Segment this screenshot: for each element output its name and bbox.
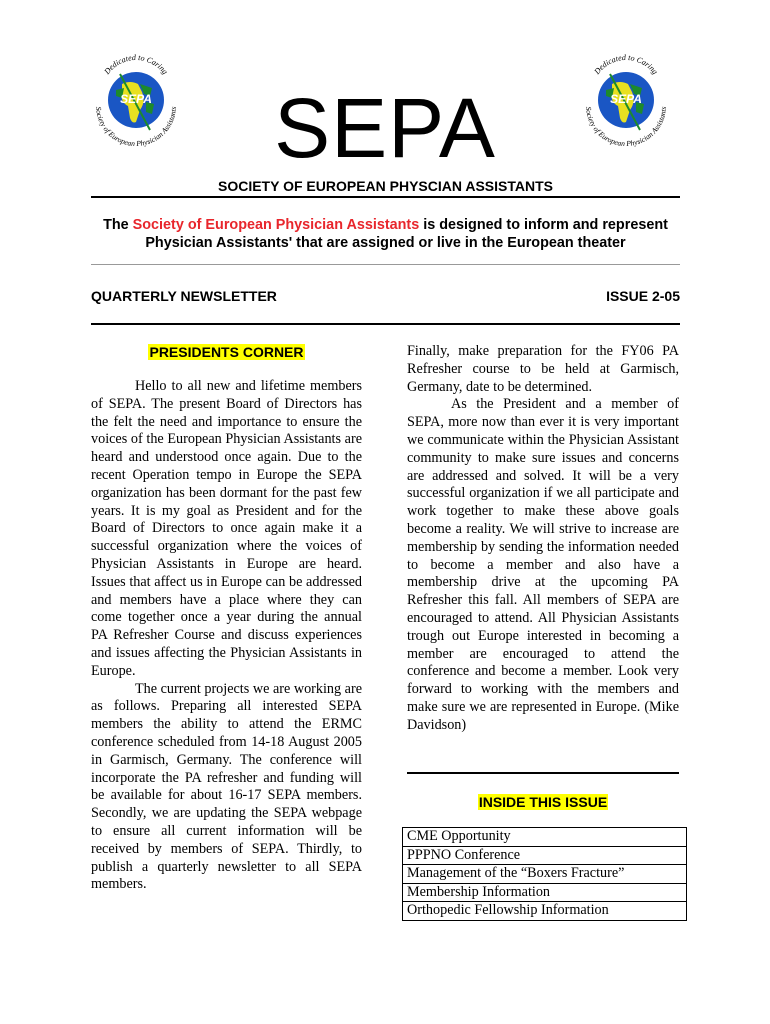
svg-text:SEPA: SEPA [610, 92, 642, 106]
mission-prefix: The [103, 217, 133, 233]
article-paragraph: Hello to all new and lifetime members of SEPA. The present Board of Directors has the felt the need and importance to ensure the voices of the European Physician Assistants are heard and understood once again. Due to the recent Operation tempo in Europe the SEPA organization has been dormant for the past few years. It is my goal as President and for the Board of Directors to once again make it a successful organization where the voices of Physician Assistants in Europe are heard. Issues that affect us in Europe can be addressed and members have a place where they can come together once a year during the annual PA Refresher Course and discuss experiences and issues affecting the Physician Assistants in Europe. [91, 378, 362, 679]
table-cell: PPPNO Conference [403, 846, 687, 865]
table-row [403, 828, 687, 847]
divider [91, 264, 680, 265]
presidents-corner-column [91, 343, 362, 894]
mission-statement [91, 216, 680, 252]
svg-text:Dedicated to Caring: Dedicated to Caring [592, 52, 660, 76]
divider [91, 323, 680, 325]
table-cell: Orthopedic Fellowship Information [403, 902, 687, 921]
mission-suffix: is designed to inform and represent Physician Assistants' that are assigned or live in the European theater [145, 217, 668, 251]
article-paragraph: Finally, make preparation for the FY06 PA Refresher course to be held at Garmisch, Germany, date to be determined. [407, 343, 679, 395]
presidents-corner-continued [407, 343, 679, 735]
inside-issue-table [402, 827, 687, 921]
page-subtitle: SOCIETY OF EUROPEAN PHYSCIAN ASSISTANTS [217, 178, 553, 194]
mission-highlight: Society of European Physician Assistants [132, 217, 420, 233]
issue-number: ISSUE 2-05 [606, 288, 680, 304]
svg-text:SEPA: SEPA [120, 92, 152, 106]
table-cell: Membership Information [403, 883, 687, 902]
presidents-corner-heading: PRESIDENTS CORNER [149, 344, 304, 360]
svg-text:Society of European Physician: Society of European Physician Assistants [93, 106, 179, 149]
table-row [403, 902, 687, 921]
article-paragraph: The current projects we are working are as follows. Preparing all interested SEPA members the ability to attend the ERMC conference scheduled from 14-18 August 2005 in Garmisch, Germany. The conference will incorporate the PA refresher and funding will be available for about 16-17 SEPA members. Secondly, we are updating the SEPA webpage to ensure all current information will be received by members of SEPA. Thirdly, to publish a quarterly newsletter to all SEPA members. [91, 680, 362, 893]
divider [407, 772, 679, 774]
page-title: SEPA [274, 81, 496, 175]
table-cell: CME Opportunity [403, 828, 687, 847]
svg-text:Dedicated to Caring: Dedicated to Caring [102, 52, 170, 76]
divider [91, 196, 680, 198]
table-row [403, 846, 687, 865]
table-row [403, 883, 687, 902]
table-row [403, 865, 687, 884]
newsletter-label: QUARTERLY NEWSLETTER [91, 288, 277, 304]
article-paragraph: As the President and a member of SEPA, more now than ever it is very important we communicate within the Physician Assistant community to make sure issues and concerns are addressed and solved. It will be a very successful organization if we all participate and work together to make these above goals become a reality. We will strive to increase are membership by sending the information needed to become a member and also have a membership drive at the upcoming PA Refresher this fall. All members of SEPA are encouraged to attend. All Physician Assistants trough out Europe interested in becoming a member are encouraged to attend the conference and become a member. Look very forward to working with the members and make sure we are represented in Europe. (Mike Davidson) [407, 396, 679, 733]
table-cell: Management of the “Boxers Fracture” [403, 865, 687, 884]
svg-text:Society of European Physician: Society of European Physician Assistants [583, 106, 669, 149]
inside-issue-heading: INSIDE THIS ISSUE [478, 794, 608, 810]
